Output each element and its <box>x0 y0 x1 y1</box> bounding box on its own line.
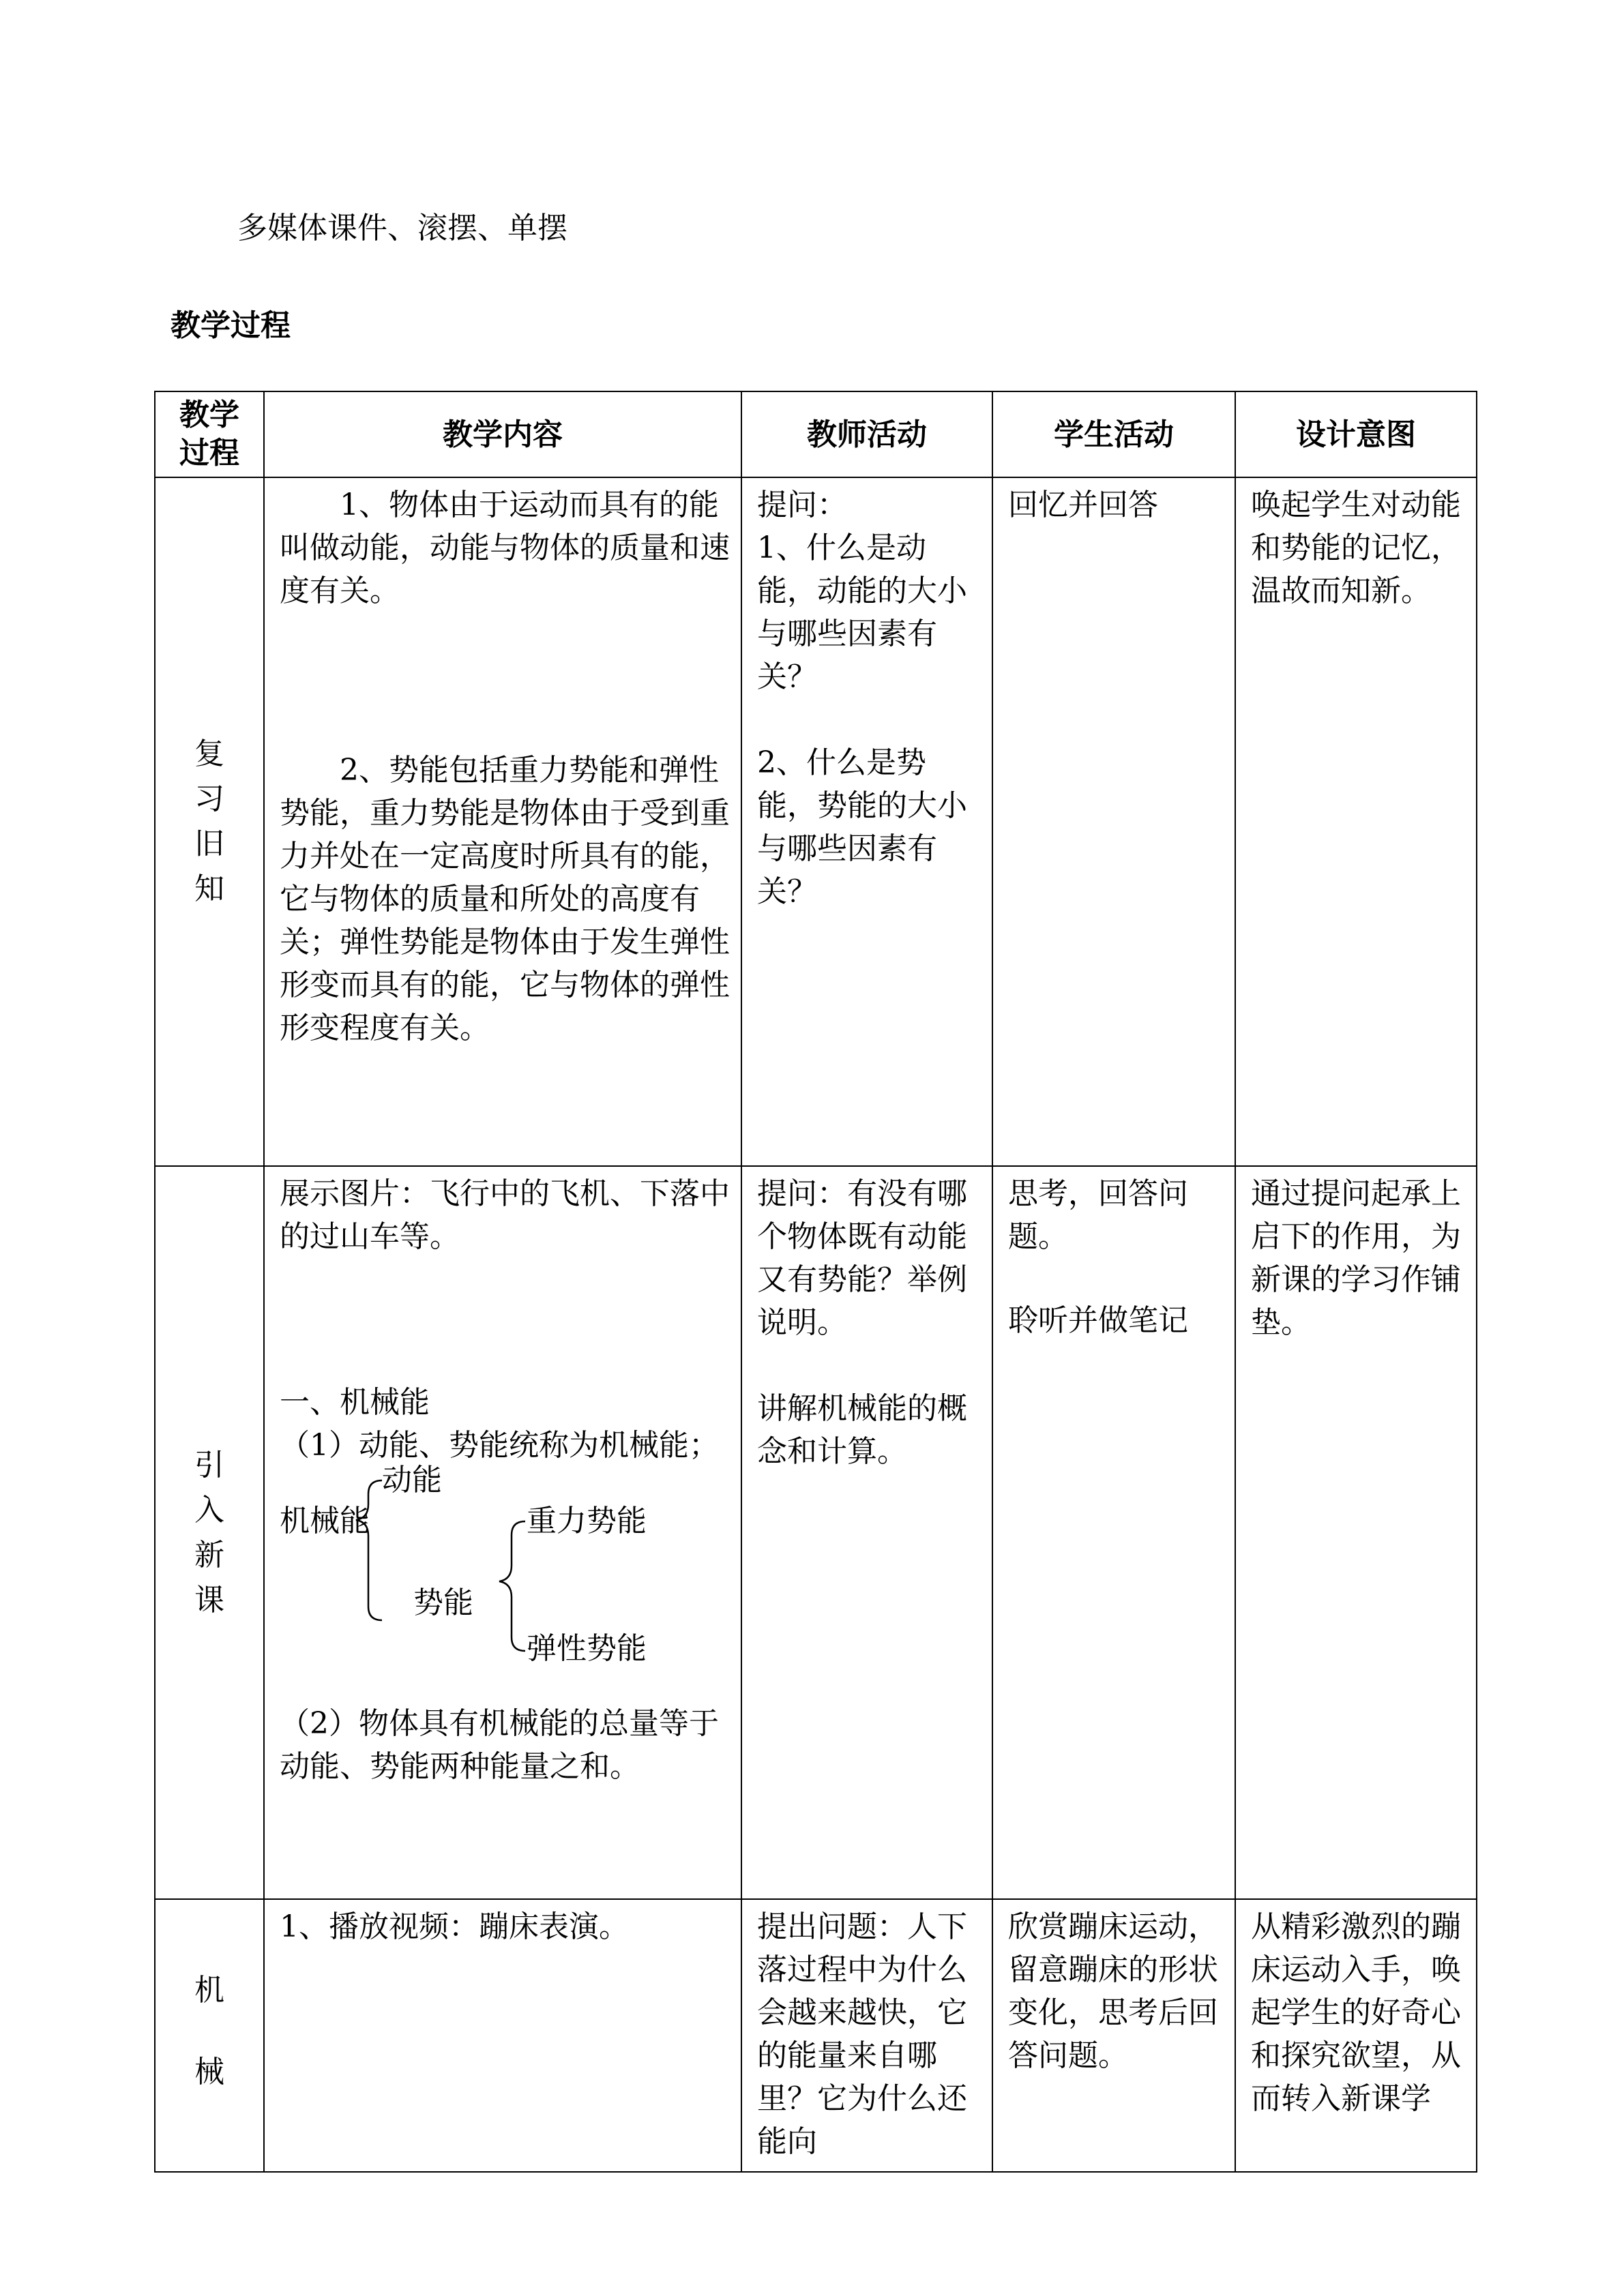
header-student: 学生活动 <box>992 391 1235 477</box>
stage-char: 引 <box>194 1447 224 1482</box>
review-point-potential: 2、势能包括重力势能和弹性势能，重力势能是物体由于受到重力并处在一定高度时所具有的能，它与物体的质量和所处的高度有关；弹性势能是物体由于发生弹性形变而具有的能，它与物体的弹性形变程度有关。 <box>280 753 730 1045</box>
stage-char: 知 <box>194 871 224 906</box>
teacher-review <box>741 477 992 1166</box>
stage-char: 复 <box>194 736 224 771</box>
mechanical-energy-definition: （1）动能、势能统称为机械能； <box>280 1428 719 1463</box>
content-intro <box>264 1166 741 1899</box>
stage-char: 课 <box>194 1582 224 1617</box>
diagram-elastic-potential: 弹性势能 <box>527 1631 647 1666</box>
diagram-potential-energy: 势能 <box>413 1585 473 1620</box>
design-review: 唤起学生对动能和势能的记忆，温故而知新。 <box>1235 477 1477 1166</box>
student-intro <box>992 1166 1235 1899</box>
teacher-mechanical: 提出问题：人下落过程中为什么会越来越快，它的能量来自哪里？它为什么还能向 <box>741 1899 992 2172</box>
stage-mechanical <box>155 1899 264 2172</box>
teacher-intro-explain: 讲解机械能的概念和计算。 <box>757 1391 967 1469</box>
teacher-question-2: 2、什么是势能，势能的大小与哪些因素有关？ <box>757 745 967 909</box>
table-row-review <box>155 477 1477 1166</box>
header-content: 教学内容 <box>264 391 741 477</box>
teacher-question-label: 提问： <box>757 488 847 522</box>
mechanical-energy-heading: 一、机械能 <box>280 1385 430 1420</box>
design-mechanical: 从精彩激烈的蹦床运动入手，唤起学生的好奇心和探究欲望，从而转入新课学 <box>1235 1899 1477 2172</box>
stage-review <box>155 477 264 1166</box>
content-review <box>264 477 741 1166</box>
teacher-question-1: 1、什么是动能，动能的大小与哪些因素有关？ <box>757 531 967 694</box>
diagram-gravitational-potential: 重力势能 <box>527 1504 647 1538</box>
diagram-mechanical-energy: 机械能 <box>280 1504 370 1538</box>
teacher-intro-question: 提问：有没有哪个物体既有动能又有势能？举例说明。 <box>757 1176 967 1340</box>
diagram-kinetic-energy: 动能 <box>382 1463 442 1497</box>
lesson-plan-table <box>154 391 1477 2173</box>
design-intro: 通过提问起承上启下的作用，为新课的学习作铺垫。 <box>1235 1166 1477 1899</box>
content-mechanical <box>264 1899 741 2172</box>
table-row-mechanical <box>155 1899 1477 2172</box>
play-video-trampoline: 1、播放视频：蹦床表演。 <box>280 1909 629 1944</box>
teaching-materials: 多媒体课件、滚摆、单摆 <box>237 211 567 245</box>
header-stage <box>155 391 264 477</box>
teacher-intro <box>741 1166 992 1899</box>
header-teacher: 教师活动 <box>741 391 992 477</box>
review-point-kinetic: 1、物体由于运动而具有的能叫做动能，动能与物体的质量和速度有关。 <box>280 488 730 608</box>
table-row-intro <box>155 1166 1477 1899</box>
stage-char: 入 <box>194 1492 224 1527</box>
student-intro-notes: 聆听并做笔记 <box>1008 1303 1188 1338</box>
student-intro-think: 思考，回答问题。 <box>1008 1176 1188 1254</box>
header-design: 设计意图 <box>1235 391 1477 477</box>
student-review: 回忆并回答 <box>992 477 1235 1166</box>
intro-show-pictures: 展示图片：飞行中的飞机、下落中的过山车等。 <box>280 1176 730 1254</box>
stage-char: 旧 <box>194 826 224 861</box>
stage-intro <box>155 1166 264 1899</box>
stage-char: 械 <box>194 2055 224 2089</box>
mechanical-energy-total: （2）物体具有机械能的总量等于动能、势能两种能量之和。 <box>280 1706 719 1784</box>
table-header-row <box>155 391 1477 477</box>
header-stage-text: 教学过程 <box>179 398 239 471</box>
section-title: 教学过程 <box>171 308 291 343</box>
student-mechanical: 欣赏蹦床运动，留意蹦床的形状变化，思考后回答问题。 <box>992 1899 1235 2172</box>
stage-char: 机 <box>194 1973 224 2008</box>
energy-classification-diagram <box>280 1463 730 1702</box>
stage-char: 新 <box>194 1537 224 1572</box>
stage-char: 习 <box>194 781 224 816</box>
